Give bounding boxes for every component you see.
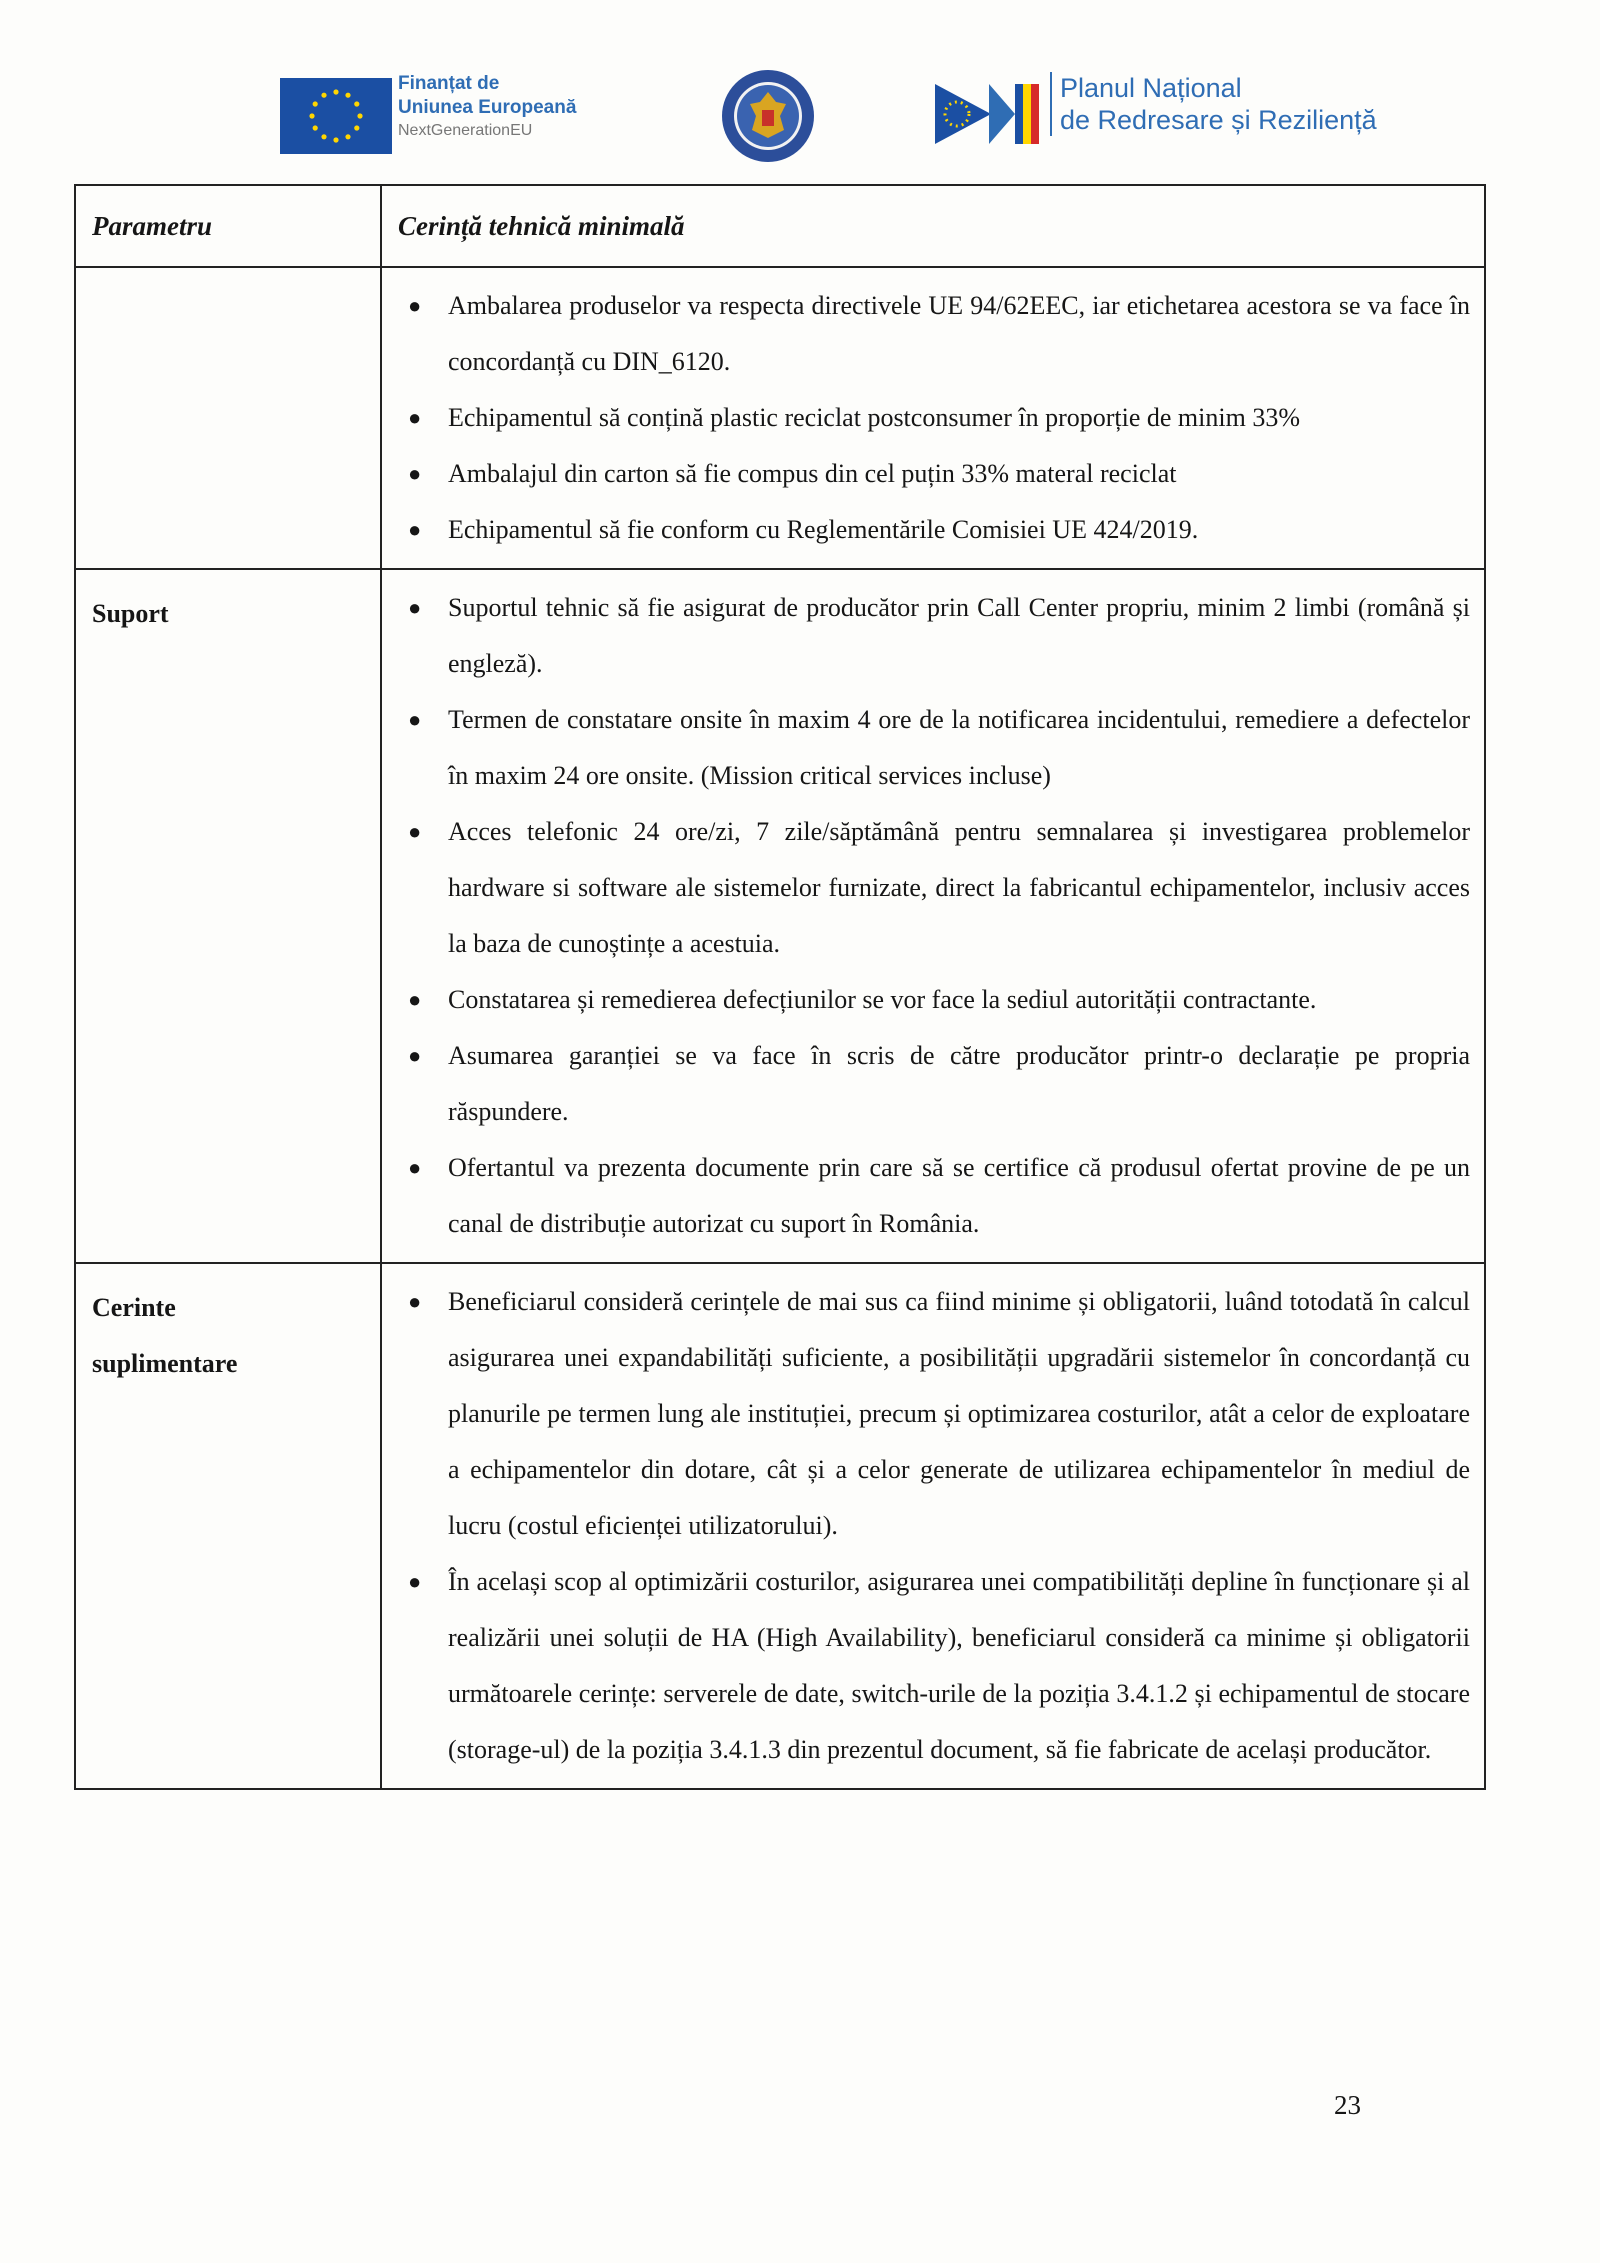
requirement-item xyxy=(392,1028,1470,1140)
table-row xyxy=(75,1263,1485,1789)
requirement-text: Ambalarea produselor va respecta directivele UE 94/62EEC, iar etichetarea acestora se va face în concordanță cu DIN_6120. xyxy=(448,291,1470,376)
eu-line-1: Finanțat de xyxy=(398,73,500,94)
table-row xyxy=(75,569,1485,1263)
pnrr-logo-icon xyxy=(935,76,1055,152)
eu-star-icon xyxy=(357,113,362,118)
requirement-cell xyxy=(381,569,1485,1263)
bullet-icon: ● xyxy=(408,405,422,430)
eu-line-2: Uniunea Europeană xyxy=(398,97,577,118)
requirement-text: Echipamentul să fie conform cu Reglementările Comisiei UE 424/2019. xyxy=(448,515,1199,544)
eu-star-icon xyxy=(354,101,359,106)
parameter-cell xyxy=(75,569,381,1263)
eu-star-icon xyxy=(345,134,350,139)
bullet-icon: ● xyxy=(408,1043,422,1068)
requirement-text: Acces telefonic 24 ore/zi, 7 zile/săptămână pentru semnalarea și investigarea problemelor hardware si software ale sistemelor furnizate, direct la fabricantul echipamentelor, inclusiv acces la baza de cunoștințe a acestuia. xyxy=(448,817,1470,958)
requirements-table xyxy=(74,184,1486,1790)
requirement-text: Beneficiarul consideră cerințele de mai sus ca fiind minime și obligatorii, luând totodată în calcul asigurarea unei expandabilități suficiente, a posibilității upgradării sistemelor în concordanță cu planurile pe termen lung ale instituției, precum și optimizarea costurilor, atât a celor de exploatare a echipamentelor din dotare, cât și a celor generate de utilizarea echipamentelor în mediul de lucru (costul eficienței utilizatorului). xyxy=(448,1287,1470,1540)
requirement-item xyxy=(392,446,1470,502)
bullet-icon: ● xyxy=(408,517,422,542)
requirement-item xyxy=(392,580,1470,692)
eu-star-icon xyxy=(354,125,359,130)
requirement-list xyxy=(392,1274,1470,1778)
bullet-icon: ● xyxy=(408,1569,422,1594)
requirement-item xyxy=(392,1554,1470,1778)
bullet-icon: ● xyxy=(408,461,422,486)
requirement-item xyxy=(392,972,1470,1028)
requirement-list xyxy=(392,278,1470,558)
requirement-text: Termen de constatare onsite în maxim 4 ore de la notificarea incidentului, remediere a defectelor în maxim 24 ore onsite. (Mission critical services incluse) xyxy=(448,705,1470,790)
requirement-text: În același scop al optimizării costurilor, asigurarea unei compatibilități depline în funcționare și al realizării unei soluții de HA (High Availability), beneficiarul consideră ca minime și obligatorii următoarele cerințe: serverele de date, switch-urile de la poziția 3.4.1.2 și echipamentul de stocare (storage-ul) de la poziția 3.4.1.3 din prezentul document, să fie fabricate de același producător. xyxy=(448,1567,1470,1764)
requirement-list xyxy=(392,580,1470,1252)
requirement-item xyxy=(392,1140,1470,1252)
bullet-icon: ● xyxy=(408,595,422,620)
page-header xyxy=(270,60,1410,170)
requirement-item xyxy=(392,692,1470,804)
bullet-icon: ● xyxy=(408,1289,422,1314)
bullet-icon: ● xyxy=(408,1155,422,1180)
pnrr-label xyxy=(1050,72,1377,136)
parameter-name: Suport xyxy=(92,599,169,628)
requirement-text: Constatarea și remedierea defecțiunilor se vor face la sediul autorității contractante. xyxy=(448,985,1317,1014)
page-number: 23 xyxy=(1334,2090,1361,2120)
eu-line-3: NextGenerationEU xyxy=(398,122,533,139)
parameter-cell xyxy=(75,1263,381,1789)
pnrr-line-2: de Redresare și Reziliență xyxy=(1060,105,1377,135)
eu-star-icon xyxy=(333,137,338,142)
parameter-cell xyxy=(75,267,381,569)
eu-star-icon xyxy=(333,89,338,94)
requirement-item xyxy=(392,390,1470,446)
header-cerinta: Cerință tehnică minimală xyxy=(381,185,1485,267)
requirement-item xyxy=(392,278,1470,390)
requirement-text: Echipamentul să conțină plastic reciclat postconsumer în proporție de minim 33% xyxy=(448,403,1300,432)
requirement-text: Suportul tehnic să fie asigurat de producător prin Call Center propriu, minim 2 limbi (română și engleză). xyxy=(448,593,1470,678)
requirement-text: Ofertantul va prezenta documente prin care să se certifice că produsul ofertat provine de pe un canal de distribuție autorizat cu suport în România. xyxy=(448,1153,1470,1238)
requirement-item xyxy=(392,502,1470,558)
requirement-cell xyxy=(381,1263,1485,1789)
table-header-row xyxy=(75,185,1485,267)
parameter-name: Cerinte suplimentare xyxy=(92,1293,238,1378)
bullet-icon: ● xyxy=(408,819,422,844)
table-row xyxy=(75,267,1485,569)
eu-star-icon xyxy=(313,125,318,130)
eu-star-icon xyxy=(345,93,350,98)
requirement-item xyxy=(392,1274,1470,1554)
bullet-icon: ● xyxy=(408,707,422,732)
requirement-item xyxy=(392,804,1470,972)
eu-star-icon xyxy=(321,93,326,98)
eu-funding-label xyxy=(398,72,576,142)
government-seal-icon xyxy=(720,68,816,164)
pnrr-line-1: Planul Național xyxy=(1060,73,1242,103)
eu-star-icon xyxy=(313,101,318,106)
bullet-icon: ● xyxy=(408,293,422,318)
eu-star-icon xyxy=(309,113,314,118)
requirement-cell xyxy=(381,267,1485,569)
header-parametru: Parametru xyxy=(75,185,381,267)
requirement-text: Asumarea garanției se va face în scris de către producător printr-o declarație pe propria răspundere. xyxy=(448,1041,1470,1126)
eu-flag-icon xyxy=(280,78,392,154)
requirement-text: Ambalajul din carton să fie compus din cel puțin 33% materal reciclat xyxy=(448,459,1177,488)
eu-star-icon xyxy=(321,134,326,139)
bullet-icon: ● xyxy=(408,987,422,1012)
